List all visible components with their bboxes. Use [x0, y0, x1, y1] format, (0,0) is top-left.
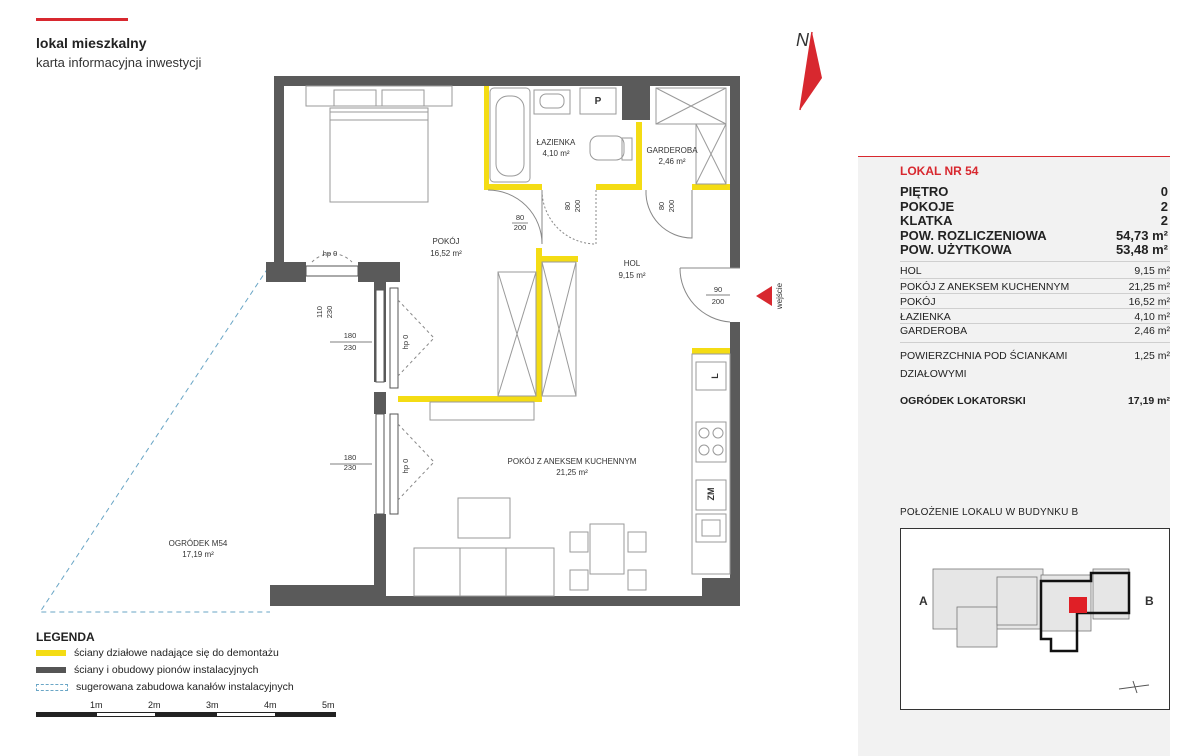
panel-accent-line	[858, 156, 1170, 157]
door2-height: 200	[573, 199, 582, 213]
legend-item-partition: ściany działowe nadające się do demontażu	[36, 647, 279, 659]
room-lazienka-name: ŁAZIENKA	[536, 138, 576, 147]
room-aneks-area: 21,25 m²	[556, 468, 588, 477]
room-row-hol: HOL 9,15 m²	[900, 265, 1170, 277]
door3-height: 200	[667, 199, 676, 213]
building-outline	[901, 529, 1169, 709]
scale-4m: 4m	[264, 700, 277, 710]
outer-walls	[266, 76, 740, 606]
row-pietro: PIĘTRO 0	[900, 184, 1168, 199]
scale-5m: 5m	[322, 700, 335, 710]
room-ogrodek-name: OGRÓDEK M54	[168, 539, 228, 548]
building-location-map	[900, 528, 1170, 710]
window3-height: 230	[343, 463, 357, 472]
legend-swatch-yellow	[36, 650, 66, 656]
row-ogrodek-lokatorski: OGRÓDEK LOKATORSKI 17,19 m²	[900, 395, 1170, 407]
room-row-lazienka: ŁAZIENKA 4,10 m²	[900, 311, 1170, 323]
room-lazienka-area: 4,10 m²	[542, 149, 570, 158]
door1-width: 80	[515, 213, 525, 222]
window2-height: 230	[343, 343, 357, 352]
scale-bar	[36, 712, 336, 717]
scale-2m: 2m	[148, 700, 161, 710]
room-row-aneks: POKÓJ Z ANEKSEM KUCHENNYM 21,25 m²	[900, 281, 1170, 293]
room-pokoj-area: 16,52 m²	[430, 249, 462, 258]
scale-3m: 3m	[206, 700, 219, 710]
door3-width: 80	[657, 201, 666, 211]
scale-1m: 1m	[90, 700, 103, 710]
window1-width: 110	[315, 306, 324, 318]
row-pow-rozliczeniowa: POW. ROZLICZENIOWA 54,73 m²	[900, 228, 1168, 243]
p-label: P	[594, 96, 602, 107]
room-garderoba-area: 2,46 m²	[658, 157, 686, 166]
window1-height: 230	[325, 305, 334, 319]
windows	[306, 266, 398, 514]
divider	[900, 323, 1170, 324]
legend-swatch-dashed	[36, 684, 68, 691]
entrance-label: wejście	[775, 282, 784, 310]
lokal-number: LOKAL NR 54	[900, 164, 979, 178]
divider	[900, 342, 1170, 343]
divider	[900, 308, 1170, 309]
row-pow-uzytkowa: POW. UŻYTKOWA 53,48 m²	[900, 242, 1168, 257]
legend-title: LEGENDA	[36, 630, 95, 644]
room-garderoba-name: GARDEROBA	[646, 146, 698, 155]
garden-outline	[40, 268, 270, 612]
compass-label: N	[796, 30, 809, 50]
door4-height: 200	[711, 297, 725, 306]
window3-hp: hp 0	[401, 458, 410, 474]
room-aneks-name: POKÓJ Z ANEKSEM KUCHENNYM	[507, 457, 637, 466]
room-hol-area: 9,15 m²	[618, 271, 646, 280]
window2-width: 180	[343, 331, 357, 340]
location-title: POŁOŻENIE LOKALU W BUDYNKU B	[900, 507, 1079, 518]
page-title: lokal mieszkalny	[36, 35, 147, 51]
divider	[900, 293, 1170, 294]
row-pow-pod-sciankami: POWIERZCHNIA POD ŚCIANKAMI 1,25 m²	[900, 350, 1170, 362]
legend-swatch-grey	[36, 667, 66, 673]
entrance-arrow-icon	[756, 286, 772, 306]
divider	[900, 261, 1170, 262]
window3-width: 180	[343, 453, 357, 462]
row-pow-pod-sciankami-2: DZIAŁOWYMI	[900, 368, 967, 380]
door1-height: 200	[513, 223, 527, 232]
divider	[900, 278, 1170, 279]
room-row-pokoj: POKÓJ 16,52 m²	[900, 296, 1170, 308]
section-a-label: A	[919, 594, 928, 608]
north-compass-icon	[796, 30, 822, 110]
door4-width: 90	[713, 285, 723, 294]
page-subtitle: karta informacyjna inwestycji	[36, 55, 202, 70]
row-klatka: KLATKA 2	[900, 213, 1168, 228]
legend-item-walls: ściany i obudowy pionów instalacyjnych	[36, 664, 258, 676]
room-ogrodek-area: 17,19 m²	[182, 550, 214, 559]
room-pokoj-name: POKÓJ	[432, 237, 460, 246]
room-row-garderoba: GARDEROBA 2,46 m²	[900, 325, 1170, 337]
window2-hp: hp 0	[401, 334, 410, 350]
window1-hp: hp 0	[322, 249, 338, 258]
zm-label: ZM	[706, 487, 716, 501]
unit-highlight	[1069, 597, 1087, 613]
row-pokoje: POKOJE 2	[900, 199, 1168, 214]
room-hol-name: HOL	[623, 259, 641, 268]
section-b-label: B	[1145, 594, 1154, 608]
legend-item-channels: sugerowana zabudowa kanałów instalacyjnych	[36, 681, 294, 693]
l-label: L	[710, 373, 720, 379]
door2-width: 80	[563, 201, 572, 211]
